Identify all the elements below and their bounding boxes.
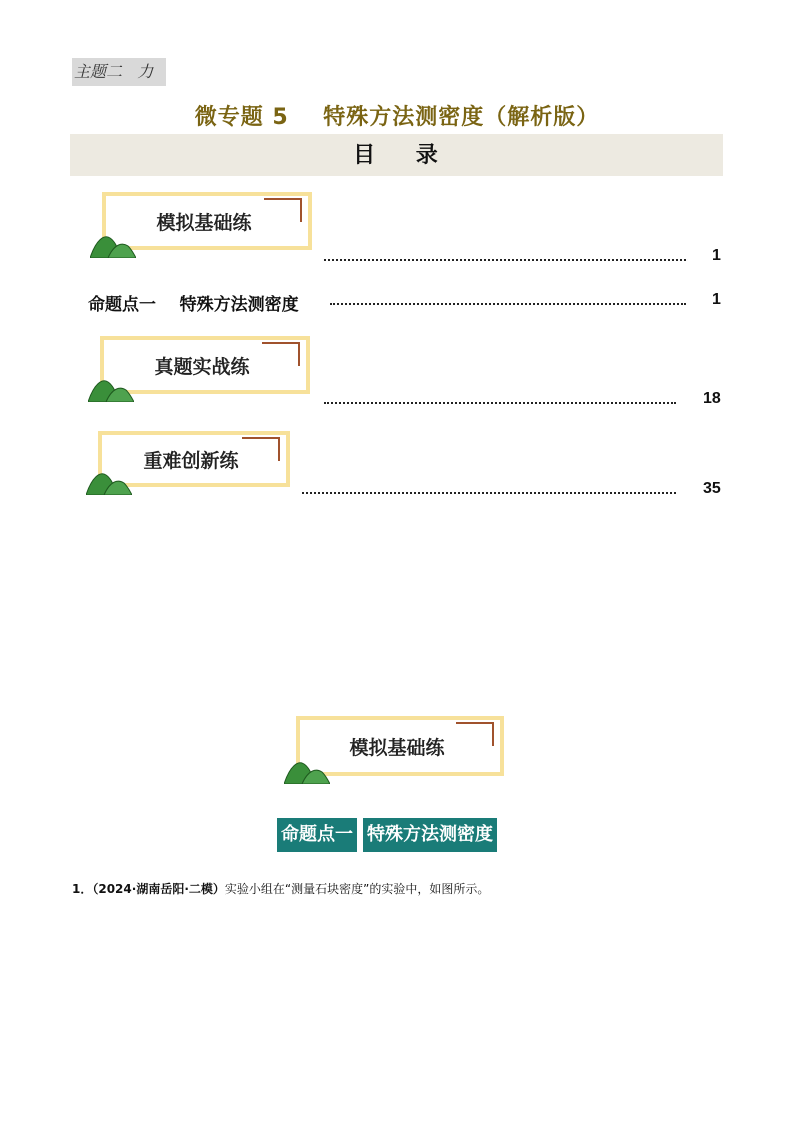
- toc-banner-simulation-basic[interactable]: [96, 192, 312, 250]
- toc-page-number[interactable]: 1: [712, 291, 721, 308]
- proposition-title: 特殊方法测密度: [363, 818, 497, 852]
- toc-banner-label: 真题实战练: [154, 355, 250, 378]
- toc-page-number[interactable]: 1: [712, 247, 721, 264]
- question-number: 1．: [72, 882, 93, 896]
- toc-banner-label: 模拟基础练: [156, 211, 252, 234]
- toc-banner-difficult-innovative[interactable]: [92, 431, 290, 487]
- topic-tag: 主题二 力: [72, 58, 166, 86]
- toc-page-number[interactable]: 35: [703, 480, 721, 497]
- toc-banner-label: 重难创新练: [143, 449, 239, 472]
- green-hills-icon: [88, 374, 134, 402]
- toc-page-number[interactable]: 18: [703, 390, 721, 407]
- toc-banner-real-exam[interactable]: [94, 336, 310, 394]
- toc-heading: 目 录: [353, 143, 440, 168]
- toc-leader-dots: [302, 492, 676, 496]
- toc-entry-text[interactable]: 命题点一 特殊方法测密度: [88, 295, 299, 315]
- question-1: [72, 880, 489, 897]
- section-banner-label: 模拟基础练: [349, 736, 445, 759]
- question-source: （2024·湖南岳阳·二模）: [92, 882, 225, 896]
- question-text: 实验小组在“测量石块密度”的实验中，如图所示。: [224, 882, 490, 896]
- toc-leader-dots: [324, 402, 676, 406]
- toc-leader-dots: [324, 259, 686, 263]
- toc-leader-dots: [330, 303, 686, 307]
- proposition-number: 命题点一: [277, 818, 357, 852]
- proposition-tag: [277, 818, 497, 852]
- toc-heading-bar: [70, 134, 723, 176]
- green-hills-icon: [90, 230, 136, 258]
- section-banner-simulation-basic: [290, 716, 504, 776]
- green-hills-icon: [284, 756, 330, 784]
- green-hills-icon: [86, 467, 132, 495]
- document-title: 微专题 5 特殊方法测密度（解析版）: [194, 105, 600, 130]
